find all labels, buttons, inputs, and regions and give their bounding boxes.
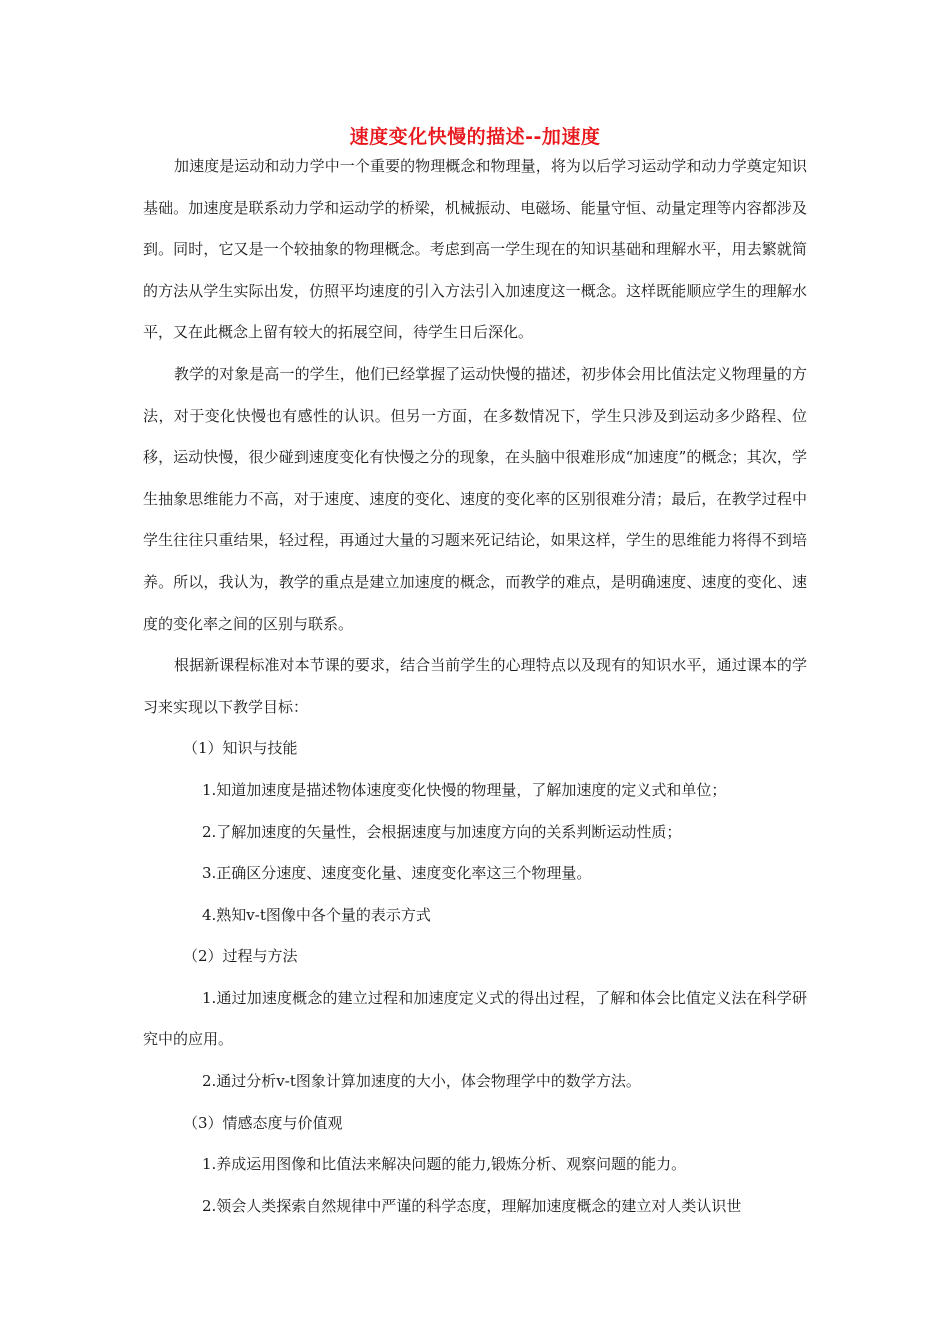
objective-heading-process: （2）过程与方法 xyxy=(183,947,298,966)
objective-item: 2.领会人类探索自然规律中严谨的科学态度，理解加速度概念的建立对人类认识世 xyxy=(202,1196,742,1215)
intro-paragraph: 加速度是运动和动力学中一个重要的物理概念和物理量，将为以后学习运动学和动力学奠定知识基础。加速度是联系动力学和运动学的桥梁，机械振动、电磁场、能量守恒、动量定理等内容都涉及到。同时，它又是一个较抽象的物理概念。考虑到高一学生现在的知识基础和理解水平，用去繁就简的方法从学生实际出发，仿照平均速度的引入方法引入加速度这一概念。这样既能顺应学生的理解水平，又在此概念上留有较大的拓展空间，待学生日后深化。 xyxy=(143,157,807,342)
document-body xyxy=(143,146,807,1227)
students-paragraph: 教学的对象是高一的学生，他们已经掌握了运动快慢的描述，初步体会用比值法定义物理量的方法，对于变化快慢也有感性的认识。但另一方面，在多数情况下，学生只涉及到运动多少路程、位移，运动快慢，很少碰到速度变化有快慢之分的现象，在头脑中很难形成“加速度”的概念；其次，学生抽象思维能力不高，对于速度、速度的变化、速度的变化率的区别很难分清；最后，在教学过程中学生往往只重结果，轻过程，再通过大量的习题来死记结论，如果这样，学生的思维能力将得不到培养。所以，我认为，教学的重点是建立加速度的概念，而教学的难点，是明确速度、速度的变化、速度的变化率之间的区别与联系。 xyxy=(143,364,807,633)
objective-item: 1.通过加速度概念的建立过程和加速度定义式的得出过程，了解和体会比值定义法在科学研究中的应用。 xyxy=(143,988,807,1049)
objective-item: 1.养成运用图像和比值法来解决问题的能力,锻炼分析、观察问题的能力。 xyxy=(202,1155,687,1174)
objectives-intro-paragraph: 根据新课程标准对本节课的要求，结合当前学生的心理特点以及现有的知识水平，通过课本的学习来实现以下教学目标： xyxy=(143,656,807,716)
objective-item: 2.了解加速度的矢量性，会根据速度与加速度方向的关系判断运动性质； xyxy=(202,822,682,841)
objective-heading-knowledge: （1）知识与技能 xyxy=(183,739,298,758)
document-title: 速度变化快慢的描述--加速度 xyxy=(349,126,601,148)
objective-item: 3.正确区分速度、速度变化量、速度变化率这三个物理量。 xyxy=(202,864,592,883)
objective-item: 4.熟知v-t图像中各个量的表示方式 xyxy=(202,905,431,924)
objective-heading-attitude: （3）情感态度与价值观 xyxy=(183,1113,343,1132)
objective-item: 2.通过分析v-t图象计算加速度的大小，体会物理学中的数学方法。 xyxy=(202,1072,641,1091)
objective-item: 1.知道加速度是描述物体速度变化快慢的物理量，了解加速度的定义式和单位； xyxy=(202,780,727,799)
